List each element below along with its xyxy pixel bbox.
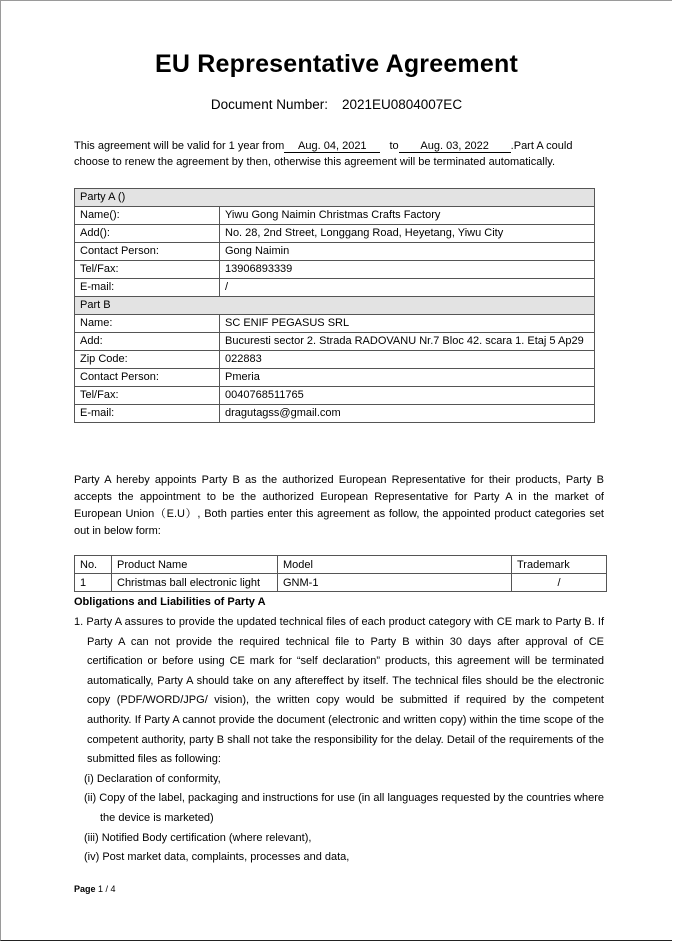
product-name: Christmas ball electronic light	[112, 574, 278, 592]
party-a-row	[75, 207, 595, 225]
party-a-label: Tel/Fax:	[75, 261, 220, 279]
party-b-label: Add:	[75, 333, 220, 351]
party-a-label: Contact Person:	[75, 243, 220, 261]
validity-text-end: .Part A could choose to renew the agreement by then, otherwise this agreement will be terminated automatically.	[74, 140, 573, 168]
product-model: GNM-1	[278, 574, 512, 592]
party-b-label: Name:	[75, 315, 220, 333]
party-a-row	[75, 243, 595, 261]
obligations-heading: Obligations and Liabilities of Party A	[74, 596, 266, 608]
page-number: 1 / 4	[98, 884, 116, 894]
page-label: Page	[74, 884, 96, 894]
obligation-item: 1. Party A assures to provide the updated technical files of each product category with CE mark to Party B. If Party A can not provide the required technical file to Party B within 30 days after approval of CE certification or before using CE mark for “self declaration” products, this agreement will be terminated automatically, Party A should take on any aftereffect by itself. The technical files should be the electronic copy (PDF/WORD/JPG/ vision), the written copy would be submitted if required by the competent authority. If Party A cannot provide the document (electronic and written copy) within the time scope of the competent authority, party B shall not take the responsibility for the delay. Detail of the requirements of the submitted files as following:	[74, 616, 604, 766]
party-a-label: Name():	[75, 207, 220, 225]
party-a-value: 13906893339	[220, 261, 595, 279]
party-a-row	[75, 261, 595, 279]
party-a-value: No. 28, 2nd Street, Longgang Road, Heyetang, Yiwu City	[220, 225, 595, 243]
document-title: EU Representative Agreement	[155, 50, 518, 78]
page-footer	[74, 884, 116, 894]
product-table-header	[75, 556, 607, 574]
obligation-subitem: (ii) Copy of the label, packaging and instructions for use (in all languages requested by the countries where the device is marketed)	[84, 792, 604, 824]
party-b-value: 0040768511765	[220, 387, 595, 405]
document-number-label: Document Number:	[210, 97, 328, 112]
party-b-value: Bucuresti sector 2. Strada RADOVANU Nr.7 Bloc 42. scara 1. Etaj 5 Ap29	[220, 333, 595, 351]
party-b-header-row	[75, 297, 595, 315]
party-b-row	[75, 333, 595, 351]
party-a-label: E-mail:	[75, 279, 220, 297]
document-number-line	[0, 97, 673, 112]
party-a-header-row	[75, 189, 595, 207]
document-number-value: 2021EU0804007EC	[341, 97, 463, 112]
party-b-row	[75, 351, 595, 369]
party-b-label: Tel/Fax:	[75, 387, 220, 405]
parties-table	[74, 188, 595, 423]
party-b-value: Pmeria	[220, 369, 595, 387]
party-b-header: Part B	[75, 297, 595, 315]
party-b-label: E-mail:	[75, 405, 220, 423]
obligation-subitem: (iv) Post market data, complaints, processes and data,	[84, 851, 350, 864]
validity-paragraph	[74, 138, 604, 170]
product-col-trademark: Trademark	[512, 556, 607, 574]
party-b-value: SC ENIF PEGASUS SRL	[220, 315, 595, 333]
appointment-paragraph: Party A hereby appoints Party B as the authorized European Representative for their products, Party B accepts the appointment to be the authorized European Representative for Party A in the market of European Union（E.U）, Both parties enter this agreement as follow, the appointed product categories set out in below form:	[74, 474, 604, 537]
party-a-row	[75, 225, 595, 243]
party-b-label: Zip Code:	[75, 351, 220, 369]
obligation-subitem: (i) Declaration of conformity,	[84, 772, 221, 785]
validity-to-date: Aug. 03, 2022	[399, 140, 511, 153]
validity-to-label: to	[389, 140, 399, 152]
party-a-header: Party A ()	[75, 189, 595, 207]
party-b-label: Contact Person:	[75, 369, 220, 387]
party-b-value: 022883	[220, 351, 595, 369]
validity-text-start: This agreement will be valid for 1 year from	[74, 140, 285, 152]
validity-from-date: Aug. 04, 2021	[284, 140, 380, 153]
party-a-value: /	[220, 279, 595, 297]
party-b-row	[75, 369, 595, 387]
party-a-row	[75, 279, 595, 297]
party-b-value: dragutagss@gmail.com	[220, 405, 595, 423]
product-trademark: /	[512, 574, 607, 592]
product-no: 1	[75, 574, 112, 592]
party-a-value: Gong Naimin	[220, 243, 595, 261]
product-col-model: Model	[278, 556, 512, 574]
party-b-row	[75, 405, 595, 423]
party-b-row	[75, 315, 595, 333]
product-table	[74, 555, 607, 592]
table-row	[75, 574, 607, 592]
obligation-subitem: (iii) Notified Body certification (where relevant),	[84, 831, 312, 844]
product-col-name: Product Name	[112, 556, 278, 574]
party-a-value: Yiwu Gong Naimin Christmas Crafts Factory	[220, 207, 595, 225]
product-col-no: No.	[75, 556, 112, 574]
obligations-list	[74, 613, 604, 868]
party-a-label: Add():	[75, 225, 220, 243]
party-b-row	[75, 387, 595, 405]
